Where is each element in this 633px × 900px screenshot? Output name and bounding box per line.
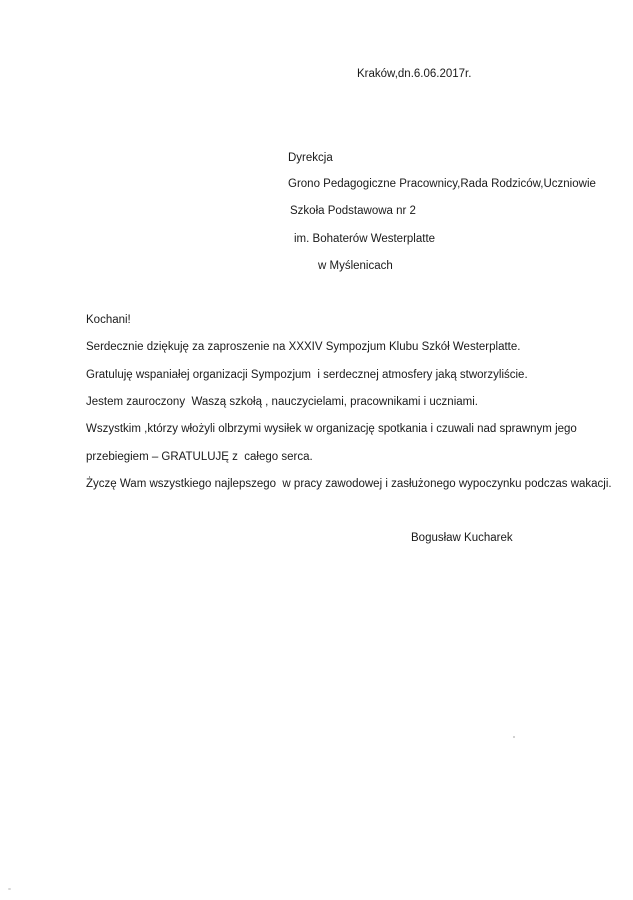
letter-signature: Bogusław Kucharek (411, 532, 513, 544)
addressee-line: Szkoła Podstawowa nr 2 (290, 205, 416, 217)
letter-greeting: Kochani! (86, 314, 131, 326)
scan-speck (513, 736, 515, 738)
letter-paragraph: Jestem zauroczony Waszą szkołą , nauczycielami, pracownikami i uczniami. (86, 396, 478, 408)
letter-paragraph: Wszystkim ,którzy włożyli olbrzymi wysiłek w organizację spotkania i czuwali nad sprawnym jego (86, 423, 577, 435)
letter-paragraph: Życzę Wam wszystkiego najlepszego w pracy zawodowej i zasłużonego wypoczynku podczas wakacji. (86, 478, 612, 490)
scan-speck (8, 888, 11, 890)
letter-date: Kraków,dn.6.06.2017r. (357, 68, 472, 80)
letter-paragraph: Serdecznie dziękuję za zaproszenie na XXXIV Sympozjum Klubu Szkół Westerplatte. (86, 341, 521, 353)
letter-paragraph: Gratuluję wspaniałej organizacji Sympozjum i serdecznej atmosfery jaką stworzyliście. (86, 369, 528, 381)
addressee-line: w Myślenicach (318, 260, 393, 272)
addressee-line: Grono Pedagogiczne Pracownicy,Rada Rodziców,Uczniowie (288, 178, 596, 190)
addressee-line: Dyrekcja (288, 152, 333, 164)
addressee-line: im. Bohaterów Westerplatte (294, 233, 436, 245)
letter-paragraph: przebiegiem – GRATULUJĘ z całego serca. (86, 451, 313, 463)
